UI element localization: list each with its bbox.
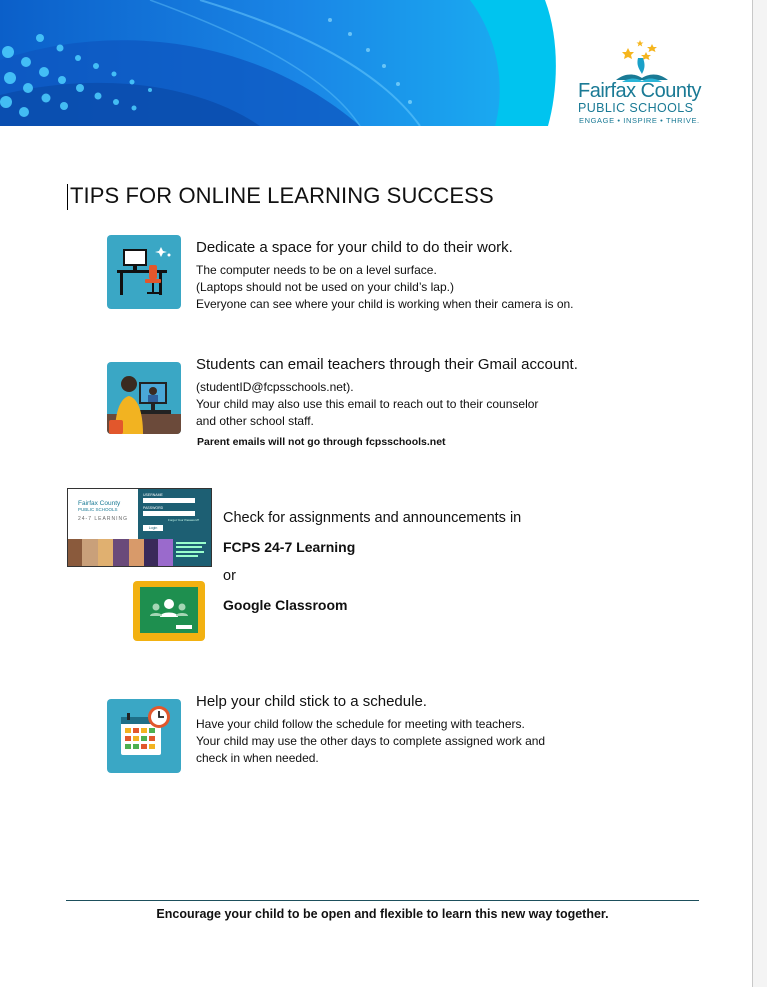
lms-info-line-1 (176, 542, 206, 544)
fcps-24-7-learning-label: FCPS 24-7 Learning (223, 539, 356, 555)
fcps-24-7-learning-screenshot (67, 488, 212, 567)
tip-2-line-2: Your child may also use this email to reach out to their counselor (196, 397, 539, 411)
tip-2-line-1: (studentID@fcpsschools.net). (196, 380, 354, 394)
assignments-intro: Check for assignments and announcements in (223, 510, 522, 526)
fcps-logo (572, 40, 712, 130)
lms-forgot-link: Forgot Your Password? (168, 518, 200, 522)
lms-login-button: Login (143, 525, 163, 531)
lamp-of-learning-icon (602, 40, 692, 84)
lms-brand-line-1: Fairfax County (78, 500, 121, 507)
footer-message: Encourage your child to be open and flexible to learn this new way together. (156, 907, 609, 921)
text-cursor (67, 184, 68, 210)
tip-3-line-2: Your child may use the other days to complete assigned work and (196, 734, 546, 748)
google-classroom-icon (133, 581, 205, 641)
page-title: TIPS FOR ONLINE LEARNING SUCCESS (70, 183, 494, 208)
video-call-student-icon (107, 362, 181, 434)
tip-2-line-3: and other school staff. (196, 414, 314, 428)
tip-3-line-3: check in when needed. (196, 751, 319, 765)
tip-2-heading: Students can email teachers through their Gmail account. (196, 356, 578, 373)
lms-brand-line-2: PUBLIC SCHOOLS (78, 507, 118, 512)
tip-3-body (196, 716, 545, 767)
desk-workspace-icon (107, 235, 181, 309)
lms-brand-sub: 24-7 LEARNING (78, 516, 128, 522)
or-label: or (223, 568, 236, 584)
logo-line-2: PUBLIC SCHOOLS (578, 101, 694, 115)
logo-tagline: ENGAGE • INSPIRE • THRIVE. (579, 116, 700, 125)
lms-info-line-2 (176, 546, 202, 548)
tip-1-body (196, 262, 574, 313)
lms-info-line-3 (176, 551, 204, 553)
lms-brand-area (68, 489, 138, 539)
lms-password-label: PASSWORD (143, 506, 164, 510)
tip-1-line-2: (Laptops should not be used on your child’s lap.) (196, 280, 454, 294)
lms-student-photos (68, 539, 173, 566)
tip-1-line-3: Everyone can see where your child is working when their camera is on. (196, 297, 574, 311)
tip-1-heading: Dedicate a space for your child to do their work. (196, 239, 513, 256)
calendar-clock-icon (107, 699, 181, 773)
google-classroom-label: Google Classroom (223, 597, 348, 613)
lms-info-line-4 (176, 555, 198, 557)
tip-1-line-1: The computer needs to be on a level surface. (196, 263, 437, 277)
tip-3-heading: Help your child stick to a schedule. (196, 693, 427, 710)
header-banner (0, 0, 560, 126)
tip-3-line-1: Have your child follow the schedule for meeting with teachers. (196, 717, 525, 731)
page-right-edge (752, 0, 767, 987)
lms-username-label: USERNAME (143, 493, 163, 497)
tip-2-body (196, 379, 538, 430)
logo-line-1: Fairfax County (578, 80, 702, 102)
lms-password-input (143, 511, 195, 516)
lms-username-input (143, 498, 195, 503)
footer-divider (66, 900, 699, 901)
parent-email-note: Parent emails will not go through fcpsschools.net (197, 436, 446, 448)
